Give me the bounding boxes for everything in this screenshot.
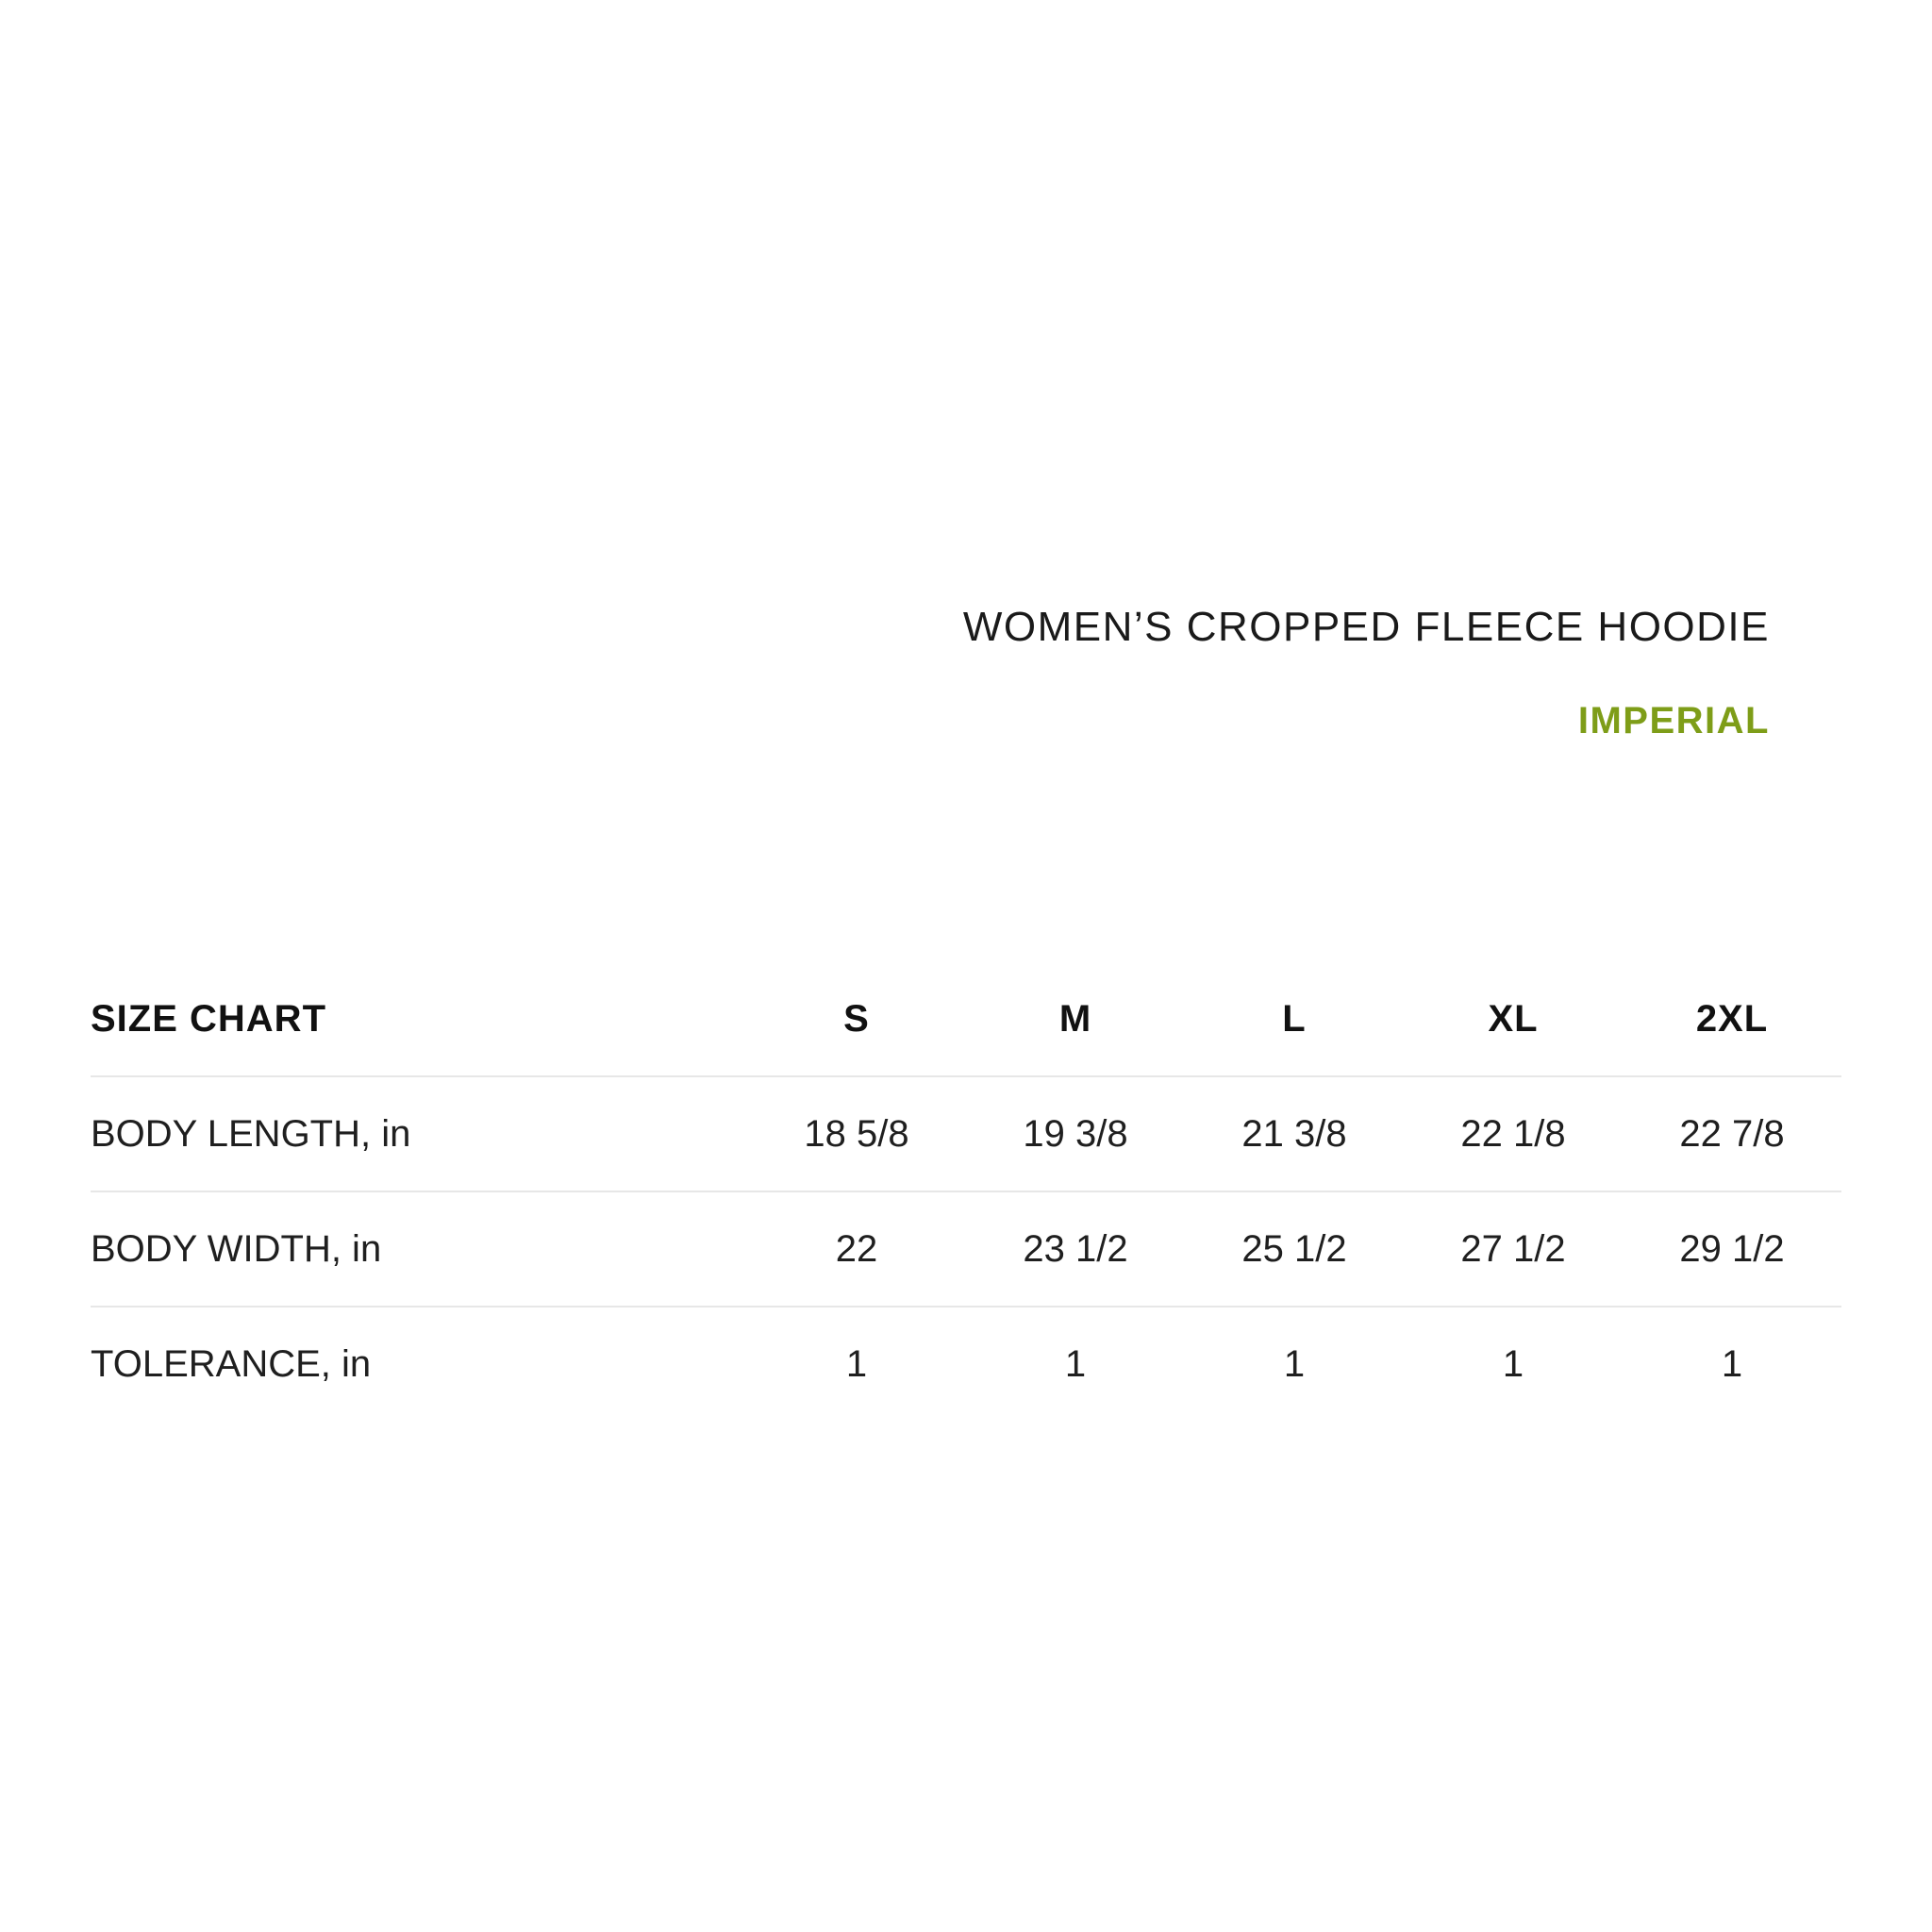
column-header-2xl: 2XL <box>1695 997 1769 1040</box>
table-row-body-width <box>91 1191 1841 1307</box>
cell-body-length-2xl: 22 7/8 <box>1679 1112 1785 1155</box>
cell-body-length-xl: 22 1/8 <box>1460 1112 1566 1155</box>
size-chart-table <box>91 962 1841 1421</box>
row-label: BODY LENGTH, in <box>91 1112 411 1155</box>
column-header-xl: XL <box>1488 997 1539 1040</box>
size-chart-title: SIZE CHART <box>91 997 326 1040</box>
table-header-row <box>91 962 1841 1076</box>
column-header-l: L <box>1282 997 1307 1040</box>
size-guide-header <box>963 604 1770 742</box>
cell-body-length-l: 21 3/8 <box>1241 1112 1347 1155</box>
table-row-tolerance <box>91 1307 1841 1421</box>
column-header-s: S <box>843 997 870 1040</box>
cell-tolerance-m: 1 <box>1064 1342 1087 1385</box>
unit-toggle-imperial[interactable]: IMPERIAL <box>1577 700 1770 741</box>
cell-tolerance-s: 1 <box>845 1342 868 1385</box>
cell-tolerance-2xl: 1 <box>1721 1342 1743 1385</box>
cell-body-length-m: 19 3/8 <box>1023 1112 1128 1155</box>
cell-body-width-2xl: 29 1/2 <box>1679 1227 1785 1270</box>
table-row-body-length <box>91 1076 1841 1191</box>
column-header-m: M <box>1058 997 1092 1040</box>
cell-body-width-l: 25 1/2 <box>1241 1227 1347 1270</box>
product-title: WOMEN’S CROPPED FLEECE HOODIE <box>962 604 1770 650</box>
cell-body-width-m: 23 1/2 <box>1023 1227 1128 1270</box>
cell-body-width-xl: 27 1/2 <box>1460 1227 1566 1270</box>
cell-body-width-s: 22 <box>835 1227 878 1270</box>
row-label: TOLERANCE, in <box>91 1342 372 1385</box>
cell-body-length-s: 18 5/8 <box>804 1112 909 1155</box>
cell-tolerance-xl: 1 <box>1502 1342 1524 1385</box>
cell-tolerance-l: 1 <box>1283 1342 1306 1385</box>
row-label: BODY WIDTH, in <box>91 1227 382 1270</box>
